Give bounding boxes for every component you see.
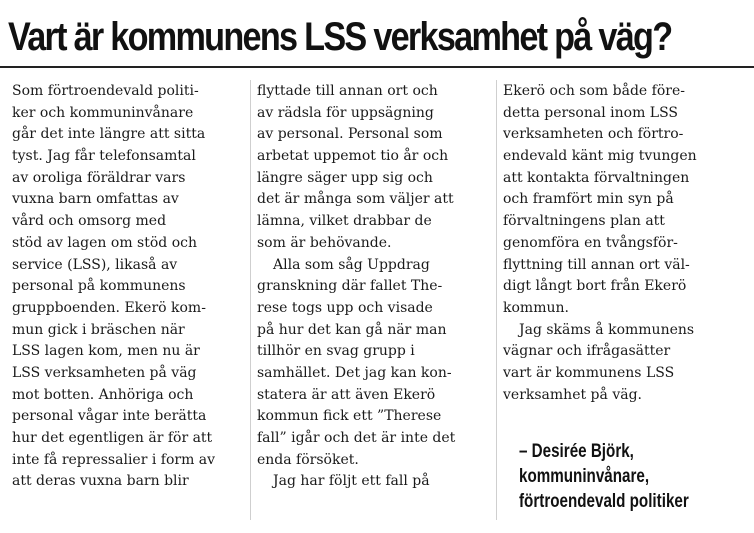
body-line: stöd av lagen om stöd och — [12, 234, 197, 251]
signature-author: – Desirée Björk, — [519, 441, 634, 462]
body-line: förvaltningens plan att — [503, 213, 665, 230]
body-line: endevald känt mig tvungen — [503, 148, 697, 165]
body-line: enda försöket. — [257, 451, 359, 468]
body-line: Som förtroendevald politi- — [12, 83, 199, 99]
body-line: kommun fick ett ”Therese — [257, 408, 442, 425]
body-line: av rädsla för uppsägning — [257, 104, 434, 121]
body-line: som är behövande. — [257, 234, 392, 251]
body-line: personal på kommunens — [12, 278, 186, 295]
body-line: Ekerö och som både före- — [503, 83, 685, 99]
body-line: arbetat uppemot tio år och — [257, 148, 449, 165]
column-divider — [496, 80, 497, 520]
body-line: LSS lagen kom, men nu är — [12, 343, 200, 360]
article-column-3 — [503, 81, 743, 406]
signature-title: förtroendevald politiker — [519, 491, 689, 512]
body-line: på hur det kan gå när man — [257, 321, 447, 338]
body-line: digt långt bort från Ekerö — [503, 278, 687, 295]
body-line: inte få repressalier i form av — [12, 451, 216, 468]
body-line: fall” igår och det är inte det — [257, 430, 456, 446]
body-line-paragraph-start: Alla som såg Uppdrag — [273, 256, 430, 273]
body-line: hur det egentligen är för att — [12, 430, 213, 446]
body-line: granskning där fallet The- — [257, 278, 443, 295]
body-line: service (LSS), likaså av — [12, 256, 178, 273]
body-line: lämna, vilket drabbar de — [257, 213, 432, 230]
article-column-1 — [12, 81, 244, 493]
body-line: statera är att även Ekerö — [257, 386, 436, 403]
body-line: att deras vuxna barn blir — [12, 473, 189, 490]
body-line: av oroliga föräldrar vars — [12, 169, 186, 186]
body-line: tillhör en svag grupp i — [257, 343, 415, 360]
article-column-2 — [257, 81, 489, 493]
body-line: att kontakta förvaltningen — [503, 169, 690, 186]
body-line: längre säger upp sig och — [257, 169, 433, 186]
body-line-paragraph-start: Jag skäms å kommunens — [519, 321, 695, 338]
body-line: av personal. Personal som — [257, 126, 443, 143]
body-line: rese togs upp och visade — [257, 299, 433, 316]
body-line: mot botten. Anhöriga och — [12, 386, 194, 403]
body-line-paragraph-start: Jag har följt ett fall på — [273, 473, 430, 490]
body-line: LSS verksamheten på väg — [12, 364, 197, 381]
body-line: verksamheten och förtro- — [503, 126, 684, 143]
column-divider — [250, 80, 251, 520]
body-line: vägnar och ifrågasätter — [503, 343, 671, 360]
author-signature — [519, 439, 689, 514]
body-line: genomföra en tvångsför- — [503, 234, 678, 251]
body-line: ker och kommuninvånare — [12, 104, 194, 121]
body-line: detta personal inom LSS — [503, 104, 679, 121]
body-line: flyttade till annan ort och — [257, 83, 438, 99]
body-line: personal vågar inte berätta — [12, 408, 207, 425]
headline-rule — [0, 66, 754, 68]
body-line: vart är kommunens LSS — [503, 364, 675, 381]
body-line: vuxna barn omfattas av — [12, 191, 179, 208]
signature-role: kommuninvånare, — [519, 466, 650, 487]
body-line: kommun. — [503, 299, 569, 316]
body-line: och framfört min syn på — [503, 191, 674, 208]
body-line: gruppboenden. Ekerö kom- — [12, 299, 206, 316]
body-line: det är många som väljer att — [257, 191, 454, 208]
body-line: flyttning till annan ort väl- — [503, 256, 690, 273]
body-line: verksamhet på väg. — [503, 386, 642, 403]
article-headline: Vart är kommunens LSS verksamhet på väg? — [8, 15, 672, 59]
body-line: vård och omsorg med — [12, 213, 167, 230]
body-line: tyst. Jag får telefonsamtal — [12, 148, 196, 165]
body-line: går det inte längre att sitta — [12, 126, 206, 143]
body-line: mun gick i bräschen när — [12, 321, 185, 338]
body-line: samhället. Det jag kan kon- — [257, 364, 452, 381]
